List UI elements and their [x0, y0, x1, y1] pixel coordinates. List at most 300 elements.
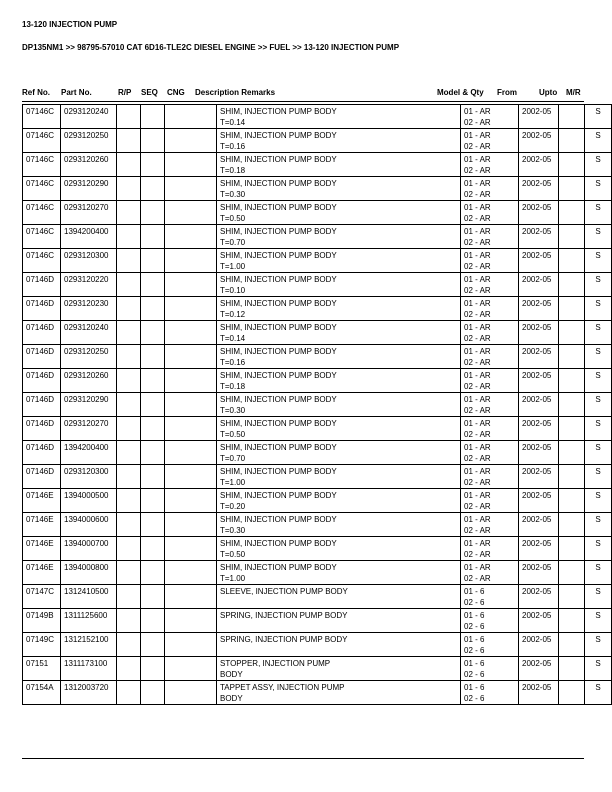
- cng-cell: [165, 585, 217, 609]
- upto-cell: [559, 465, 585, 489]
- cng-cell: [165, 561, 217, 585]
- col-header-upto: Upto: [539, 88, 558, 97]
- description-cell-line-1: SHIM, INJECTION PUMP BODY: [220, 371, 337, 380]
- mr-cell: S: [585, 345, 612, 369]
- description-cell: [217, 417, 461, 441]
- rp-cell: [117, 513, 141, 537]
- model-qty-cell: [461, 105, 519, 129]
- rp-cell: [117, 321, 141, 345]
- part-no-cell: 1394000700: [61, 537, 117, 561]
- ref-no-cell: 07146D: [23, 441, 61, 465]
- rp-cell: [117, 345, 141, 369]
- mr-cell: S: [585, 489, 612, 513]
- table-row: [23, 369, 612, 393]
- cng-cell: [165, 657, 217, 681]
- description-cell: [217, 273, 461, 297]
- parts-table-body: [23, 105, 612, 705]
- description-cell-line-1: SHIM, INJECTION PUMP BODY: [220, 251, 337, 260]
- model-qty-cell: [461, 561, 519, 585]
- model-qty-cell-line-1: 01 - AR: [464, 155, 491, 164]
- part-no-cell: 0293120290: [61, 177, 117, 201]
- col-header-mr: M/R: [566, 88, 581, 97]
- upto-cell: [559, 393, 585, 417]
- upto-cell: [559, 201, 585, 225]
- description-cell-line-2: BODY: [220, 669, 243, 679]
- description-cell: [217, 393, 461, 417]
- mr-cell: S: [585, 177, 612, 201]
- model-qty-cell-line-1: 01 - AR: [464, 323, 491, 332]
- ref-no-cell: 07154A: [23, 681, 61, 705]
- model-qty-cell-line-1: 01 - AR: [464, 515, 491, 524]
- ref-no-cell: 07146C: [23, 225, 61, 249]
- description-cell-line-2: T=0.70: [220, 453, 246, 463]
- table-row: [23, 249, 612, 273]
- ref-no-cell: 07149C: [23, 633, 61, 657]
- upto-cell: [559, 153, 585, 177]
- model-qty-cell-line-2: 02 - 6: [464, 621, 485, 631]
- part-no-cell: 1311173100: [61, 657, 117, 681]
- mr-cell: S: [585, 153, 612, 177]
- description-cell: [217, 441, 461, 465]
- part-no-cell: 1312152100: [61, 633, 117, 657]
- description-cell: [217, 633, 461, 657]
- from-cell: 2002-05: [519, 585, 559, 609]
- model-qty-cell: [461, 129, 519, 153]
- model-qty-cell-line-1: 01 - AR: [464, 347, 491, 356]
- mr-cell: S: [585, 681, 612, 705]
- model-qty-cell: [461, 489, 519, 513]
- model-qty-cell-line-2: 02 - AR: [464, 381, 491, 391]
- mr-cell: S: [585, 369, 612, 393]
- table-header: [0, 88, 612, 100]
- model-qty-cell: [461, 225, 519, 249]
- rp-cell: [117, 537, 141, 561]
- upto-cell: [559, 537, 585, 561]
- model-qty-cell-line-2: 02 - AR: [464, 525, 491, 535]
- upto-cell: [559, 273, 585, 297]
- from-cell: 2002-05: [519, 177, 559, 201]
- description-cell-line-1: SHIM, INJECTION PUMP BODY: [220, 203, 337, 212]
- description-cell-line-2: T=0.18: [220, 165, 246, 175]
- seq-cell: [141, 417, 165, 441]
- description-cell: [217, 465, 461, 489]
- model-qty-cell: [461, 273, 519, 297]
- mr-cell: S: [585, 105, 612, 129]
- upto-cell: [559, 105, 585, 129]
- description-cell-line-2: BODY: [220, 693, 243, 703]
- model-qty-cell-line-2: 02 - AR: [464, 189, 491, 199]
- mr-cell: S: [585, 441, 612, 465]
- model-qty-cell-line-1: 01 - 6: [464, 587, 485, 596]
- description-cell-line-1: SHIM, INJECTION PUMP BODY: [220, 275, 337, 284]
- model-qty-cell-line-1: 01 - AR: [464, 251, 491, 260]
- seq-cell: [141, 201, 165, 225]
- model-qty-cell: [461, 201, 519, 225]
- model-qty-cell-line-1: 01 - 6: [464, 683, 485, 692]
- description-cell: [217, 513, 461, 537]
- col-header-ref: Ref No.: [22, 88, 50, 97]
- col-header-part: Part No.: [61, 88, 92, 97]
- seq-cell: [141, 321, 165, 345]
- model-qty-cell-line-2: 02 - 6: [464, 645, 485, 655]
- description-cell: [217, 657, 461, 681]
- description-cell: [217, 129, 461, 153]
- model-qty-cell-line-1: 01 - AR: [464, 539, 491, 548]
- model-qty-cell: [461, 609, 519, 633]
- model-qty-cell-line-1: 01 - AR: [464, 419, 491, 428]
- model-qty-cell-line-2: 02 - AR: [464, 309, 491, 319]
- upto-cell: [559, 321, 585, 345]
- part-no-cell: 1394000600: [61, 513, 117, 537]
- part-no-cell: 0293120240: [61, 105, 117, 129]
- seq-cell: [141, 345, 165, 369]
- upto-cell: [559, 513, 585, 537]
- rp-cell: [117, 225, 141, 249]
- description-cell: [217, 369, 461, 393]
- seq-cell: [141, 369, 165, 393]
- upto-cell: [559, 249, 585, 273]
- model-qty-cell: [461, 465, 519, 489]
- upto-cell: [559, 369, 585, 393]
- ref-no-cell: 07146E: [23, 489, 61, 513]
- rp-cell: [117, 201, 141, 225]
- model-qty-cell: [461, 513, 519, 537]
- from-cell: 2002-05: [519, 393, 559, 417]
- mr-cell: S: [585, 297, 612, 321]
- table-row: [23, 489, 612, 513]
- table-row: [23, 273, 612, 297]
- from-cell: 2002-05: [519, 369, 559, 393]
- model-qty-cell-line-2: 02 - AR: [464, 501, 491, 511]
- description-cell-line-2: T=0.14: [220, 117, 246, 127]
- seq-cell: [141, 249, 165, 273]
- ref-no-cell: 07146E: [23, 537, 61, 561]
- ref-no-cell: 07147C: [23, 585, 61, 609]
- part-no-cell: 1394200400: [61, 225, 117, 249]
- table-row: [23, 177, 612, 201]
- mr-cell: S: [585, 513, 612, 537]
- cng-cell: [165, 393, 217, 417]
- cng-cell: [165, 513, 217, 537]
- description-cell: [217, 489, 461, 513]
- part-no-cell: 0293120250: [61, 129, 117, 153]
- description-cell-line-2: T=0.70: [220, 237, 246, 247]
- ref-no-cell: 07146D: [23, 273, 61, 297]
- cng-cell: [165, 417, 217, 441]
- from-cell: 2002-05: [519, 561, 559, 585]
- description-cell-line-1: SHIM, INJECTION PUMP BODY: [220, 179, 337, 188]
- rp-cell: [117, 561, 141, 585]
- model-qty-cell-line-2: 02 - AR: [464, 549, 491, 559]
- ref-no-cell: 07146E: [23, 513, 61, 537]
- ref-no-cell: 07146C: [23, 105, 61, 129]
- part-no-cell: 0293120230: [61, 297, 117, 321]
- description-cell-line-2: T=1.00: [220, 573, 246, 583]
- description-cell-line-2: T=0.12: [220, 309, 246, 319]
- description-cell-line-2: T=0.30: [220, 525, 246, 535]
- description-cell-line-1: SHIM, INJECTION PUMP BODY: [220, 347, 337, 356]
- model-qty-cell-line-2: 02 - AR: [464, 453, 491, 463]
- description-cell-line-1: STOPPER, INJECTION PUMP: [220, 659, 331, 668]
- rp-cell: [117, 441, 141, 465]
- description-cell-line-2: T=0.30: [220, 405, 246, 415]
- rp-cell: [117, 681, 141, 705]
- col-header-from: From: [497, 88, 517, 97]
- table-row: [23, 105, 612, 129]
- col-header-model: Model & Qty: [437, 88, 484, 97]
- cng-cell: [165, 441, 217, 465]
- part-no-cell: 0293120300: [61, 465, 117, 489]
- table-row: [23, 681, 612, 705]
- cng-cell: [165, 681, 217, 705]
- model-qty-cell: [461, 177, 519, 201]
- table-row: [23, 513, 612, 537]
- ref-no-cell: 07146D: [23, 393, 61, 417]
- part-no-cell: 0293120220: [61, 273, 117, 297]
- description-cell-line-2: T=1.00: [220, 477, 246, 487]
- description-cell-line-2: T=0.14: [220, 333, 246, 343]
- description-cell-line-2: T=1.00: [220, 261, 246, 271]
- model-qty-cell-line-1: 01 - AR: [464, 275, 491, 284]
- ref-no-cell: 07146C: [23, 249, 61, 273]
- table-row: [23, 441, 612, 465]
- model-qty-cell: [461, 417, 519, 441]
- description-cell-line-1: SHIM, INJECTION PUMP BODY: [220, 515, 337, 524]
- cng-cell: [165, 633, 217, 657]
- part-no-cell: 0293120270: [61, 201, 117, 225]
- table-row: [23, 321, 612, 345]
- table-row: [23, 129, 612, 153]
- ref-no-cell: 07146C: [23, 201, 61, 225]
- seq-cell: [141, 465, 165, 489]
- from-cell: 2002-05: [519, 489, 559, 513]
- description-cell: [217, 321, 461, 345]
- ref-no-cell: 07146D: [23, 345, 61, 369]
- model-qty-cell-line-2: 02 - AR: [464, 141, 491, 151]
- seq-cell: [141, 297, 165, 321]
- description-cell-line-1: TAPPET ASSY, INJECTION PUMP: [220, 683, 345, 692]
- cng-cell: [165, 273, 217, 297]
- ref-no-cell: 07146E: [23, 561, 61, 585]
- rp-cell: [117, 105, 141, 129]
- model-qty-cell: [461, 585, 519, 609]
- rp-cell: [117, 129, 141, 153]
- cng-cell: [165, 465, 217, 489]
- cng-cell: [165, 249, 217, 273]
- model-qty-cell-line-2: 02 - AR: [464, 405, 491, 415]
- description-cell: [217, 105, 461, 129]
- description-cell: [217, 609, 461, 633]
- part-no-cell: 0293120240: [61, 321, 117, 345]
- mr-cell: S: [585, 561, 612, 585]
- model-qty-cell: [461, 657, 519, 681]
- upto-cell: [559, 609, 585, 633]
- table-row: [23, 537, 612, 561]
- model-qty-cell-line-1: 01 - AR: [464, 563, 491, 572]
- model-qty-cell-line-2: 02 - AR: [464, 213, 491, 223]
- upto-cell: [559, 177, 585, 201]
- part-no-cell: 0293120270: [61, 417, 117, 441]
- table-row: [23, 657, 612, 681]
- parts-table: [22, 104, 612, 705]
- from-cell: 2002-05: [519, 609, 559, 633]
- rp-cell: [117, 633, 141, 657]
- description-cell-line-1: SHIM, INJECTION PUMP BODY: [220, 419, 337, 428]
- rp-cell: [117, 369, 141, 393]
- part-no-cell: 0293120250: [61, 345, 117, 369]
- description-cell-line-2: T=0.16: [220, 141, 246, 151]
- cng-cell: [165, 537, 217, 561]
- cng-cell: [165, 201, 217, 225]
- model-qty-cell-line-2: 02 - AR: [464, 261, 491, 271]
- cng-cell: [165, 297, 217, 321]
- ref-no-cell: 07146D: [23, 417, 61, 441]
- part-no-cell: 1394000500: [61, 489, 117, 513]
- description-cell-line-2: T=0.30: [220, 189, 246, 199]
- mr-cell: S: [585, 273, 612, 297]
- table-row: [23, 561, 612, 585]
- description-cell: [217, 561, 461, 585]
- seq-cell: [141, 441, 165, 465]
- table-row: [23, 201, 612, 225]
- cng-cell: [165, 369, 217, 393]
- ref-no-cell: 07146D: [23, 369, 61, 393]
- rp-cell: [117, 393, 141, 417]
- table-row: [23, 345, 612, 369]
- model-qty-cell-line-2: 02 - AR: [464, 357, 491, 367]
- cng-cell: [165, 321, 217, 345]
- upto-cell: [559, 489, 585, 513]
- seq-cell: [141, 105, 165, 129]
- description-cell-line-1: SHIM, INJECTION PUMP BODY: [220, 227, 337, 236]
- model-qty-cell-line-1: 01 - AR: [464, 491, 491, 500]
- mr-cell: S: [585, 657, 612, 681]
- col-header-seq: SEQ: [141, 88, 158, 97]
- description-cell-line-2: T=0.16: [220, 357, 246, 367]
- description-cell-line-2: T=0.20: [220, 501, 246, 511]
- model-qty-cell: [461, 441, 519, 465]
- from-cell: 2002-05: [519, 129, 559, 153]
- model-qty-cell-line-1: 01 - AR: [464, 203, 491, 212]
- upto-cell: [559, 633, 585, 657]
- upto-cell: [559, 129, 585, 153]
- from-cell: 2002-05: [519, 417, 559, 441]
- model-qty-cell-line-2: 02 - AR: [464, 573, 491, 583]
- rp-cell: [117, 153, 141, 177]
- description-cell: [217, 225, 461, 249]
- seq-cell: [141, 585, 165, 609]
- rp-cell: [117, 609, 141, 633]
- col-header-desc: Description Remarks: [195, 88, 276, 97]
- model-qty-cell: [461, 633, 519, 657]
- table-row: [23, 393, 612, 417]
- model-qty-cell-line-1: 01 - AR: [464, 395, 491, 404]
- description-cell: [217, 297, 461, 321]
- page-title: 13-120 INJECTION PUMP: [22, 20, 118, 29]
- cng-cell: [165, 129, 217, 153]
- cng-cell: [165, 345, 217, 369]
- col-header-cng: CNG: [167, 88, 185, 97]
- seq-cell: [141, 393, 165, 417]
- rp-cell: [117, 489, 141, 513]
- description-cell-line-2: T=0.10: [220, 285, 246, 295]
- ref-no-cell: 07149B: [23, 609, 61, 633]
- description-cell-line-1: SHIM, INJECTION PUMP BODY: [220, 323, 337, 332]
- from-cell: 2002-05: [519, 321, 559, 345]
- description-cell-line-1: SPRING, INJECTION PUMP BODY: [220, 635, 348, 644]
- table-row: [23, 633, 612, 657]
- rp-cell: [117, 297, 141, 321]
- table-row: [23, 585, 612, 609]
- from-cell: 2002-05: [519, 153, 559, 177]
- model-qty-cell: [461, 369, 519, 393]
- mr-cell: S: [585, 129, 612, 153]
- model-qty-cell-line-1: 01 - AR: [464, 107, 491, 116]
- upto-cell: [559, 585, 585, 609]
- footer-rule: [22, 758, 584, 759]
- mr-cell: S: [585, 225, 612, 249]
- model-qty-cell-line-2: 02 - 6: [464, 597, 485, 607]
- mr-cell: S: [585, 465, 612, 489]
- breadcrumb: DP135NM1 >> 98795-57010 CAT 6D16-TLE2C DIESEL ENGINE >> FUEL >> 13-120 INJECTION PUMP: [22, 43, 400, 52]
- from-cell: 2002-05: [519, 465, 559, 489]
- seq-cell: [141, 537, 165, 561]
- description-cell: [217, 177, 461, 201]
- seq-cell: [141, 489, 165, 513]
- model-qty-cell-line-2: 02 - AR: [464, 333, 491, 343]
- description-cell-line-1: SHIM, INJECTION PUMP BODY: [220, 443, 337, 452]
- rp-cell: [117, 417, 141, 441]
- description-cell: [217, 585, 461, 609]
- description-cell-line-1: SHIM, INJECTION PUMP BODY: [220, 299, 337, 308]
- upto-cell: [559, 297, 585, 321]
- seq-cell: [141, 225, 165, 249]
- seq-cell: [141, 153, 165, 177]
- description-cell-line-1: SHIM, INJECTION PUMP BODY: [220, 539, 337, 548]
- model-qty-cell: [461, 321, 519, 345]
- part-no-cell: 1312003720: [61, 681, 117, 705]
- model-qty-cell-line-1: 01 - AR: [464, 371, 491, 380]
- model-qty-cell-line-2: 02 - AR: [464, 117, 491, 127]
- model-qty-cell-line-2: 02 - 6: [464, 669, 485, 679]
- part-no-cell: 1312410500: [61, 585, 117, 609]
- rp-cell: [117, 657, 141, 681]
- description-cell: [217, 249, 461, 273]
- description-cell-line-1: SLEEVE, INJECTION PUMP BODY: [220, 587, 348, 596]
- description-cell: [217, 681, 461, 705]
- upto-cell: [559, 681, 585, 705]
- mr-cell: S: [585, 633, 612, 657]
- ref-no-cell: 07146C: [23, 177, 61, 201]
- description-cell-line-2: T=0.50: [220, 429, 246, 439]
- rp-cell: [117, 177, 141, 201]
- model-qty-cell: [461, 249, 519, 273]
- from-cell: 2002-05: [519, 441, 559, 465]
- from-cell: 2002-05: [519, 681, 559, 705]
- cng-cell: [165, 153, 217, 177]
- mr-cell: S: [585, 201, 612, 225]
- part-no-cell: 0293120290: [61, 393, 117, 417]
- description-cell-line-1: SHIM, INJECTION PUMP BODY: [220, 155, 337, 164]
- cng-cell: [165, 489, 217, 513]
- mr-cell: S: [585, 537, 612, 561]
- mr-cell: S: [585, 585, 612, 609]
- table-row: [23, 297, 612, 321]
- seq-cell: [141, 657, 165, 681]
- table-row: [23, 465, 612, 489]
- model-qty-cell-line-1: 01 - 6: [464, 659, 485, 668]
- upto-cell: [559, 417, 585, 441]
